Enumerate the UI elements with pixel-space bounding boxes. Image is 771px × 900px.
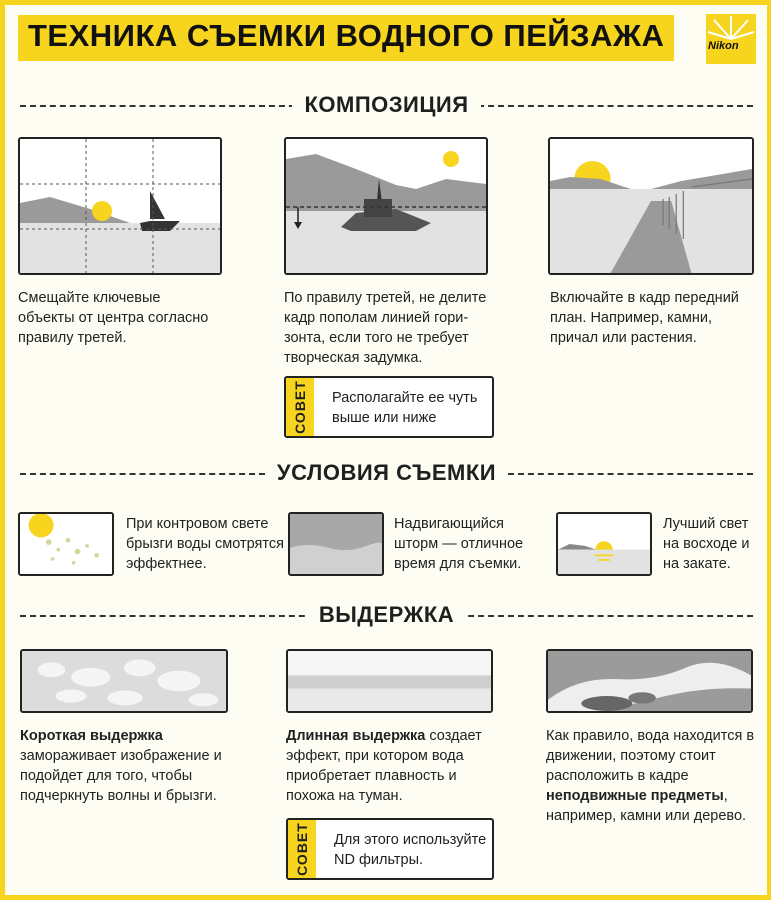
rule-of-thirds-illustration	[18, 137, 222, 275]
still-objects-illustration	[546, 649, 753, 713]
tip-tag-shutter: СОВЕТ	[288, 820, 316, 878]
composition-text-3: Включайте в кадр передний план. Например, камни, причал или растения.	[550, 290, 739, 346]
tip-text: Располагайте ее чуть выше или ниже	[332, 390, 478, 426]
shutter-text-3-bold: неподвижные предметы	[546, 788, 724, 804]
page-title: ТЕХНИКА СЪЕМКИ ВОДНОГО ПЕЙЗАЖА	[28, 18, 665, 53]
nikon-logo	[706, 14, 756, 64]
conditions-text-1: При контровом свете брызги воды смотрятся эффектнее.	[126, 516, 284, 572]
composition-text-2: По правилу третей, не делите кадр пополам линией гори-зонта, если того не требует творческая задумка.	[284, 290, 487, 366]
storm-illustration	[288, 512, 384, 576]
section-composition	[20, 93, 753, 117]
long-exposure-illustration	[286, 649, 493, 713]
section-conditions	[20, 461, 753, 485]
shutter-text-2-body: создает эффект, при котором вода приобретает плавность и похожа на туман.	[286, 728, 482, 804]
composition-text-1: Смещайте ключевые объекты от центра согласно правилу третей.	[18, 290, 209, 346]
tip-text-shutter: Для этого используйте ND фильтры.	[334, 832, 487, 868]
horizon-illustration	[284, 137, 488, 275]
tip-tag: СОВЕТ	[286, 378, 314, 436]
shutter-text-2-bold: Длинная выдержка	[286, 728, 426, 744]
conditions-text-3: Лучший свет на восходе и на закате.	[663, 516, 750, 572]
tip-box-composition	[284, 376, 494, 438]
shutter-text-3	[546, 726, 760, 826]
conditions-text-2: Надвигающийся шторм — отличное время для съемки.	[394, 516, 524, 572]
shutter-text-1	[20, 726, 240, 806]
section-conditions-title: УСЛОВИЯ СЪЕМКИ	[265, 460, 508, 485]
foreground-illustration	[548, 137, 754, 275]
backlight-illustration	[18, 512, 114, 576]
shutter-text-3-after: , например, камни или дерево.	[546, 788, 747, 824]
logo-text: Nikon	[708, 40, 739, 52]
sunset-illustration	[556, 512, 652, 576]
shutter-text-2	[286, 726, 500, 806]
shutter-text-3-before: Как правило, вода находится в движении, поэтому стоит расположить в кадре	[546, 728, 755, 784]
short-exposure-illustration	[20, 649, 228, 713]
section-shutter	[20, 603, 753, 627]
tip-box-shutter	[286, 818, 494, 880]
section-composition-title: КОМПОЗИЦИЯ	[292, 92, 480, 117]
section-shutter-title: ВЫДЕРЖКА	[307, 602, 466, 627]
shutter-text-1-bold: Короткая выдержка	[20, 728, 163, 744]
shutter-text-1-body: замораживает изображение и подойдет для того, чтобы подчеркнуть волны и брызги.	[20, 748, 222, 804]
